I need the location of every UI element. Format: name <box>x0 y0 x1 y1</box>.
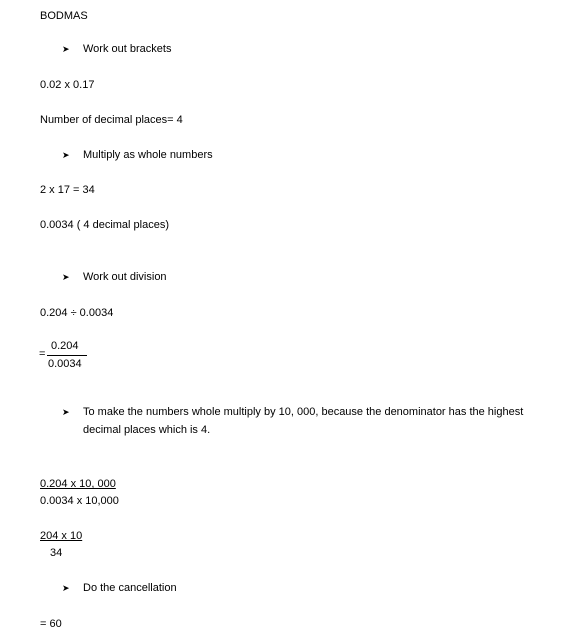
arrow-bullet-icon: ➤ <box>62 150 70 160</box>
step-cancellation: Do the cancellation <box>83 582 177 594</box>
final-answer: = 60 <box>40 618 62 630</box>
fraction-3-denominator: 34 <box>50 547 63 559</box>
arrow-bullet-icon: ➤ <box>62 583 70 593</box>
step-multiply-whole: Multiply as whole numbers <box>83 149 213 161</box>
fraction-1-denominator: 0.0034 <box>48 358 82 370</box>
arrow-bullet-icon: ➤ <box>62 407 70 417</box>
heading-bodmas: BODMAS <box>40 10 88 22</box>
fraction-1-numerator: 0.204 <box>51 340 79 352</box>
equals-sign: = <box>39 348 46 360</box>
fraction-1-bar <box>47 355 87 356</box>
step-work-out-brackets: Work out brackets <box>83 43 172 55</box>
division-expression: 0.204 ÷ 0.0034 <box>40 307 114 319</box>
decimal-result: 0.0034 ( 4 decimal places) <box>40 219 170 231</box>
step-work-out-division: Work out division <box>83 271 167 283</box>
step-make-whole-explanation: To make the numbers whole multiply by 10, 000, because the denominator has the highest decimal places which is 4. <box>83 406 524 436</box>
expression-brackets: 0.02 x 0.17 <box>40 79 95 91</box>
arrow-bullet-icon: ➤ <box>62 44 70 54</box>
fraction-2-numerator: 0.204 x 10, 000 <box>40 478 116 490</box>
whole-number-product: 2 x 17 = 34 <box>40 184 95 196</box>
fraction-3-numerator: 204 x 10 <box>40 530 83 542</box>
arrow-bullet-icon: ➤ <box>62 272 70 282</box>
fraction-2-denominator: 0.0034 x 10,000 <box>40 495 119 507</box>
decimal-places-note: Number of decimal places= 4 <box>40 114 183 126</box>
